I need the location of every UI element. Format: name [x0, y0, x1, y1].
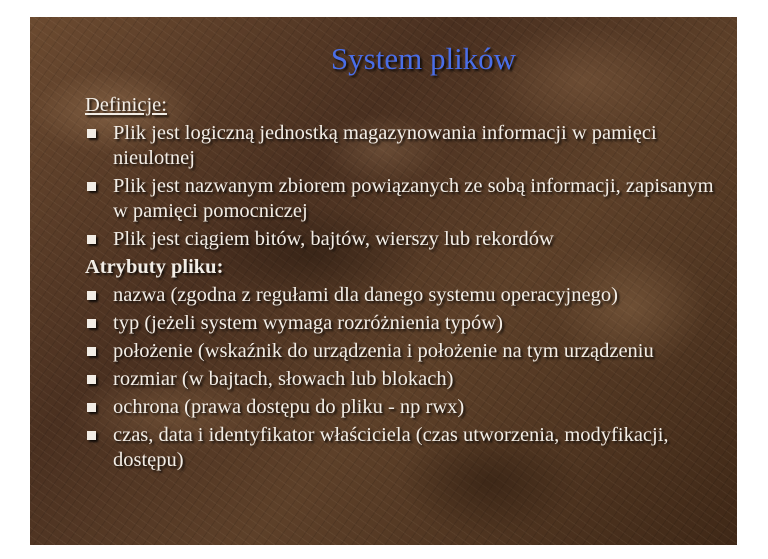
- list-item: [85, 121, 725, 171]
- list-item: [85, 283, 725, 308]
- square-bullet-icon: [87, 347, 96, 356]
- list-item-text: Plik jest nazwanym zbiorem powiązanych ze sobą informacji, zapisanym w pamięci pomocniczej: [113, 175, 714, 222]
- slide: [30, 17, 737, 545]
- square-bullet-icon: [87, 182, 96, 191]
- list-item-text: ochrona (prawa dostępu do pliku - np rwx): [113, 396, 465, 418]
- square-bullet-icon: [87, 403, 96, 412]
- slide-title: System plików: [330, 41, 517, 76]
- list-item-text: Plik jest logiczną jednostką magazynowania informacji w pamięci nieulotnej: [113, 122, 657, 169]
- list-item-text: rozmiar (w bajtach, słowach lub blokach): [113, 368, 454, 390]
- slide-content: [85, 93, 725, 476]
- list-item: [85, 395, 725, 420]
- square-bullet-icon: [87, 431, 96, 440]
- list-item: [85, 423, 725, 473]
- attributes-heading: Atrybuty pliku:: [85, 256, 224, 278]
- square-bullet-icon: [87, 129, 96, 138]
- list-item: [85, 227, 725, 252]
- square-bullet-icon: [87, 291, 96, 300]
- square-bullet-icon: [87, 319, 96, 328]
- list-item: [85, 367, 725, 392]
- square-bullet-icon: [87, 235, 96, 244]
- list-item-text: czas, data i identyfikator właściciela (czas utworzenia, modyfikacji, dostępu): [113, 424, 669, 471]
- list-item-text: nazwa (zgodna z regułami dla danego systemu operacyjnego): [113, 284, 618, 306]
- square-bullet-icon: [87, 375, 96, 384]
- list-item: [85, 174, 725, 224]
- list-item: [85, 311, 725, 336]
- list-item: [85, 339, 725, 364]
- attributes-list: [85, 283, 725, 473]
- list-item-text: typ (jeżeli system wymaga rozróżnienia typów): [113, 312, 503, 334]
- definitions-heading: Definicje:: [85, 94, 167, 116]
- list-item-text: Plik jest ciągiem bitów, bajtów, wierszy lub rekordów: [113, 228, 554, 250]
- definitions-list: [85, 121, 725, 252]
- list-item-text: położenie (wskaźnik do urządzenia i położenie na tym urządzeniu: [113, 340, 654, 362]
